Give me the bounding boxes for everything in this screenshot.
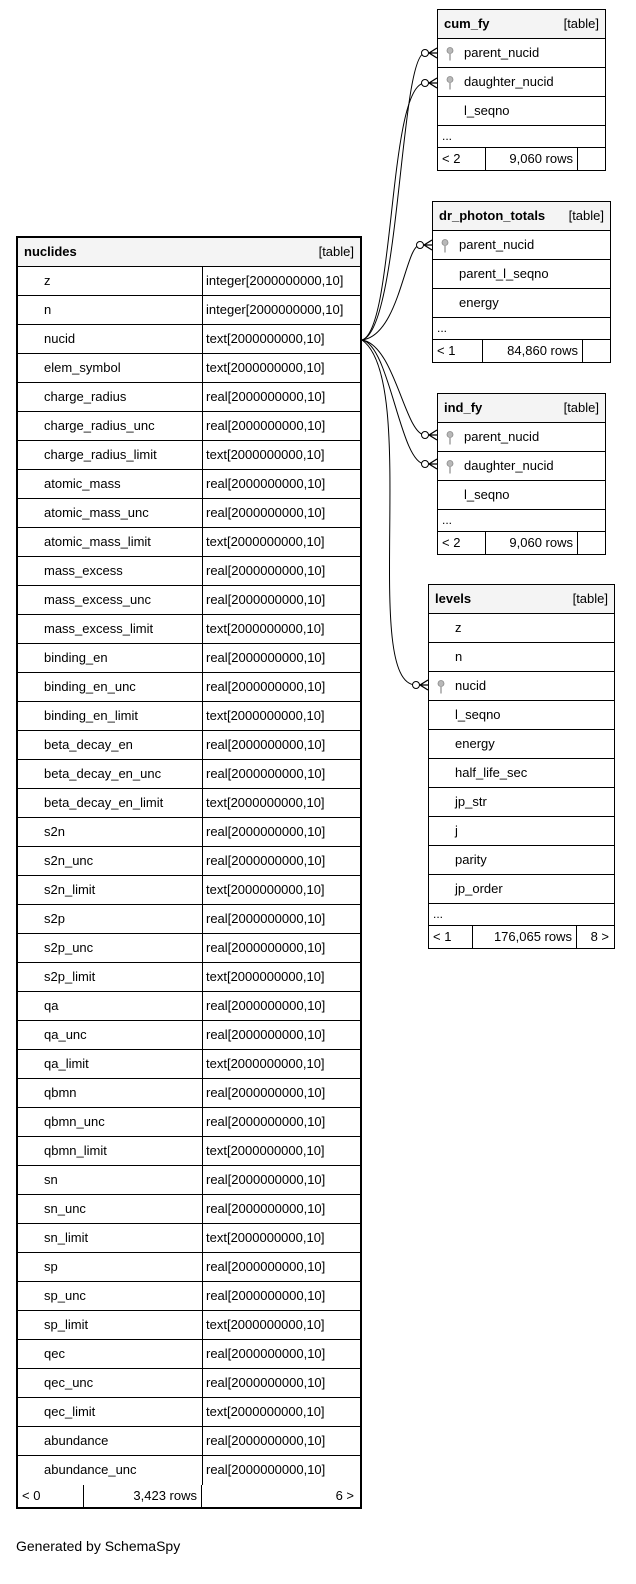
column-row xyxy=(18,905,360,934)
column-name: nucid xyxy=(44,331,76,346)
footer-children xyxy=(583,340,610,362)
footer-rows: 3,423 rows xyxy=(84,1485,202,1507)
footer-rows: 9,060 rows xyxy=(486,148,578,170)
column-row xyxy=(429,846,614,875)
column-row xyxy=(18,586,360,615)
column-row xyxy=(18,1369,360,1398)
column-name: charge_radius_unc xyxy=(44,418,155,433)
levels-table xyxy=(428,584,615,949)
table-kind: [table] xyxy=(563,16,599,31)
column-row xyxy=(18,1224,360,1253)
column-type: text[2000000000,10] xyxy=(202,1311,325,1339)
column-type: real[2000000000,10] xyxy=(202,1108,325,1136)
column-row xyxy=(18,1137,360,1166)
column-row xyxy=(18,702,360,731)
column-type: real[2000000000,10] xyxy=(202,818,325,846)
column-type: text[2000000000,10] xyxy=(202,1398,325,1426)
optional-circle-marker xyxy=(422,432,429,439)
column-name: binding_en xyxy=(44,650,108,665)
crows-foot-marker xyxy=(424,240,432,250)
column-type: real[2000000000,10] xyxy=(202,412,325,440)
column-name: energy xyxy=(459,295,499,310)
column-row xyxy=(18,934,360,963)
table-footer xyxy=(438,532,605,554)
table-kind: [table] xyxy=(568,208,604,223)
column-row xyxy=(18,963,360,992)
column-row xyxy=(18,760,360,789)
column-name: beta_decay_en_unc xyxy=(44,766,162,781)
column-type: integer[2000000000,10] xyxy=(202,296,343,324)
table-name: cum_fy xyxy=(444,16,490,31)
key-icon xyxy=(437,680,445,694)
key-icon xyxy=(446,47,454,61)
column-name: mass_excess xyxy=(44,563,123,578)
column-type: real[2000000000,10] xyxy=(202,760,325,788)
column-row xyxy=(18,267,360,296)
column-row xyxy=(18,354,360,383)
table-header xyxy=(429,585,614,614)
table-kind: [table] xyxy=(563,400,599,415)
dr-photon-totals-table xyxy=(432,201,611,363)
column-row xyxy=(18,557,360,586)
column-name: l_seqno xyxy=(464,487,510,502)
table-header xyxy=(433,202,610,231)
column-type: real[2000000000,10] xyxy=(202,644,325,672)
column-row xyxy=(433,231,610,260)
column-row xyxy=(429,614,614,643)
column-row xyxy=(18,470,360,499)
column-row xyxy=(18,383,360,412)
column-name: mass_excess_limit xyxy=(44,621,154,636)
table-footer xyxy=(438,148,605,170)
footer-parents: < 2 xyxy=(438,148,486,170)
column-row xyxy=(18,1079,360,1108)
footer-rows: 84,860 rows xyxy=(483,340,583,362)
column-name: beta_decay_en_limit xyxy=(44,795,164,810)
column-type: text[2000000000,10] xyxy=(202,876,325,904)
column-type: real[2000000000,10] xyxy=(202,847,325,875)
column-row xyxy=(438,452,605,481)
column-type: real[2000000000,10] xyxy=(202,1427,325,1455)
footer-rows: 176,065 rows xyxy=(473,926,577,948)
table-name: nuclides xyxy=(24,244,77,259)
column-name: atomic_mass xyxy=(44,476,121,491)
column-type: real[2000000000,10] xyxy=(202,586,325,614)
column-row xyxy=(18,1311,360,1340)
column-name: beta_decay_en xyxy=(44,737,133,752)
column-name: daughter_nucid xyxy=(464,74,554,89)
column-type: text[2000000000,10] xyxy=(202,325,325,353)
crows-foot-marker xyxy=(429,459,437,469)
column-name: abundance xyxy=(44,1433,109,1448)
column-row xyxy=(18,1108,360,1137)
table-header xyxy=(438,10,605,39)
column-name: qbmn_limit xyxy=(44,1143,107,1158)
column-name: charge_radius_limit xyxy=(44,447,157,462)
column-row xyxy=(18,1456,360,1485)
column-name: s2n_unc xyxy=(44,853,94,868)
column-row xyxy=(18,412,360,441)
table-name: ind_fy xyxy=(444,400,483,415)
column-type: text[2000000000,10] xyxy=(202,1224,325,1252)
column-type: text[2000000000,10] xyxy=(202,963,325,991)
column-name: sn_unc xyxy=(44,1201,86,1216)
column-name: parent_nucid xyxy=(464,429,540,444)
table-kind: [table] xyxy=(572,591,608,606)
column-row xyxy=(18,1195,360,1224)
more-columns-ellipsis: ... xyxy=(438,126,605,148)
column-name: parent_nucid xyxy=(464,45,540,60)
column-name: energy xyxy=(455,736,495,751)
column-row xyxy=(18,441,360,470)
relationship-line xyxy=(362,340,429,464)
column-name: qbmn xyxy=(44,1085,77,1100)
column-name: charge_radius xyxy=(44,389,127,404)
key-icon xyxy=(446,460,454,474)
table-footer xyxy=(429,926,614,948)
column-name: nucid xyxy=(455,678,487,693)
cum-fy-table xyxy=(437,9,606,171)
footer-children xyxy=(578,532,605,554)
footer-parents: < 2 xyxy=(438,532,486,554)
key-icon xyxy=(446,76,454,90)
column-name: parity xyxy=(455,852,487,867)
footer-rows: 9,060 rows xyxy=(486,532,578,554)
relationship-line xyxy=(362,340,420,685)
column-name: jp_order xyxy=(455,881,503,896)
column-row xyxy=(429,643,614,672)
column-type: real[2000000000,10] xyxy=(202,905,325,933)
footer-children: 8 > xyxy=(590,929,609,944)
column-row xyxy=(433,260,610,289)
generated-by-text: Generated by SchemaSpy xyxy=(16,1538,181,1554)
column-row xyxy=(18,1340,360,1369)
table-header xyxy=(438,394,605,423)
more-columns-ellipsis: ... xyxy=(429,904,614,926)
column-type: real[2000000000,10] xyxy=(202,383,325,411)
column-type: real[2000000000,10] xyxy=(202,1282,325,1310)
ind-fy-table xyxy=(437,393,606,555)
column-name: qa_limit xyxy=(44,1056,89,1071)
column-row xyxy=(18,1427,360,1456)
column-name: abundance_unc xyxy=(44,1462,137,1477)
column-name: s2n xyxy=(44,824,65,839)
footer-children xyxy=(578,148,605,170)
footer-children: 6 > xyxy=(335,1488,354,1503)
column-name: s2p_limit xyxy=(44,969,96,984)
column-type: integer[2000000000,10] xyxy=(202,267,343,295)
column-row xyxy=(18,528,360,557)
column-row xyxy=(429,672,614,701)
column-row xyxy=(18,615,360,644)
column-type: real[2000000000,10] xyxy=(202,1021,325,1049)
column-name: atomic_mass_unc xyxy=(44,505,149,520)
table-kind: [table] xyxy=(318,244,354,259)
column-type: text[2000000000,10] xyxy=(202,528,325,556)
column-row xyxy=(438,39,605,68)
column-name: elem_symbol xyxy=(44,360,121,375)
table-header xyxy=(18,238,360,267)
column-row xyxy=(18,876,360,905)
column-name: binding_en_limit xyxy=(44,708,138,723)
column-name: atomic_mass_limit xyxy=(44,534,151,549)
column-name: mass_excess_unc xyxy=(44,592,151,607)
column-type: text[2000000000,10] xyxy=(202,702,325,730)
column-type: real[2000000000,10] xyxy=(202,934,325,962)
column-type: real[2000000000,10] xyxy=(202,731,325,759)
column-name: s2n_limit xyxy=(44,882,96,897)
column-type: text[2000000000,10] xyxy=(202,1050,325,1078)
column-row xyxy=(18,818,360,847)
crows-foot-marker xyxy=(429,78,437,88)
column-type: real[2000000000,10] xyxy=(202,673,325,701)
column-name: binding_en_unc xyxy=(44,679,136,694)
column-name: qa xyxy=(44,998,59,1013)
footer-parents: < 1 xyxy=(429,926,473,948)
column-row xyxy=(18,296,360,325)
column-row xyxy=(18,789,360,818)
column-name: l_seqno xyxy=(455,707,501,722)
column-type: text[2000000000,10] xyxy=(202,1137,325,1165)
column-name: jp_str xyxy=(455,794,487,809)
column-row xyxy=(18,992,360,1021)
crows-foot-marker xyxy=(429,48,437,58)
column-row xyxy=(18,731,360,760)
column-type: real[2000000000,10] xyxy=(202,1456,325,1485)
footer-parents: < 1 xyxy=(433,340,483,362)
table-footer xyxy=(433,340,610,362)
optional-circle-marker xyxy=(422,80,429,87)
column-name: half_life_sec xyxy=(455,765,528,780)
column-name: sn xyxy=(44,1172,58,1187)
column-type: real[2000000000,10] xyxy=(202,992,325,1020)
column-row xyxy=(18,1282,360,1311)
column-name: parent_nucid xyxy=(459,237,535,252)
relationship-line xyxy=(362,245,424,340)
column-name: daughter_nucid xyxy=(464,458,554,473)
column-name: qec_limit xyxy=(44,1404,96,1419)
key-icon xyxy=(446,431,454,445)
column-row xyxy=(18,1050,360,1079)
column-row xyxy=(18,499,360,528)
table-name: dr_photon_totals xyxy=(439,208,546,223)
more-columns-ellipsis: ... xyxy=(438,510,605,532)
column-name: n xyxy=(44,302,52,317)
column-name: parent_l_seqno xyxy=(459,266,549,281)
column-type: real[2000000000,10] xyxy=(202,1195,325,1223)
column-type: text[2000000000,10] xyxy=(202,789,325,817)
column-name: z xyxy=(44,273,51,288)
crows-foot-marker xyxy=(429,430,437,440)
optional-circle-marker xyxy=(422,461,429,468)
column-row xyxy=(429,701,614,730)
crows-foot-marker xyxy=(420,680,428,690)
column-name: s2p_unc xyxy=(44,940,94,955)
relationship-line xyxy=(362,53,429,340)
column-row xyxy=(429,817,614,846)
nuclides-table xyxy=(16,236,362,1509)
column-row xyxy=(429,788,614,817)
column-name: qbmn_unc xyxy=(44,1114,105,1129)
column-type: real[2000000000,10] xyxy=(202,1166,325,1194)
column-type: real[2000000000,10] xyxy=(202,470,325,498)
more-columns-ellipsis: ... xyxy=(433,318,610,340)
relationship-line xyxy=(362,83,429,340)
column-name: qec xyxy=(44,1346,65,1361)
column-name: z xyxy=(455,620,462,635)
column-row xyxy=(18,673,360,702)
column-row xyxy=(18,1166,360,1195)
column-row xyxy=(18,1253,360,1282)
column-type: real[2000000000,10] xyxy=(202,1340,325,1368)
column-row xyxy=(433,289,610,318)
table-footer xyxy=(18,1485,360,1507)
relationship-line xyxy=(362,340,429,435)
column-row xyxy=(18,1398,360,1427)
column-row xyxy=(18,325,360,354)
column-type: real[2000000000,10] xyxy=(202,1079,325,1107)
column-row xyxy=(429,730,614,759)
column-type: real[2000000000,10] xyxy=(202,1369,325,1397)
column-row xyxy=(18,644,360,673)
column-name: sn_limit xyxy=(44,1230,89,1245)
column-name: s2p xyxy=(44,911,65,926)
column-name: sp_unc xyxy=(44,1288,86,1303)
column-row xyxy=(438,423,605,452)
column-type: text[2000000000,10] xyxy=(202,615,325,643)
column-name: qa_unc xyxy=(44,1027,87,1042)
column-name: j xyxy=(455,823,458,838)
column-type: real[2000000000,10] xyxy=(202,557,325,585)
column-type: text[2000000000,10] xyxy=(202,354,325,382)
table-name: levels xyxy=(435,591,472,606)
footer-parents: < 0 xyxy=(18,1485,84,1507)
column-name: sp xyxy=(44,1259,58,1274)
column-name: n xyxy=(455,649,463,664)
optional-circle-marker xyxy=(413,682,420,689)
column-name: sp_limit xyxy=(44,1317,89,1332)
column-name: qec_unc xyxy=(44,1375,94,1390)
column-name: l_seqno xyxy=(464,103,510,118)
column-type: real[2000000000,10] xyxy=(202,499,325,527)
column-row xyxy=(438,481,605,510)
optional-circle-marker xyxy=(417,242,424,249)
column-row xyxy=(438,68,605,97)
column-type: text[2000000000,10] xyxy=(202,441,325,469)
column-type: real[2000000000,10] xyxy=(202,1253,325,1281)
column-row xyxy=(438,97,605,126)
column-row xyxy=(18,847,360,876)
column-row xyxy=(429,759,614,788)
column-row xyxy=(429,875,614,904)
optional-circle-marker xyxy=(422,50,429,57)
key-icon xyxy=(441,239,449,253)
column-row xyxy=(18,1021,360,1050)
